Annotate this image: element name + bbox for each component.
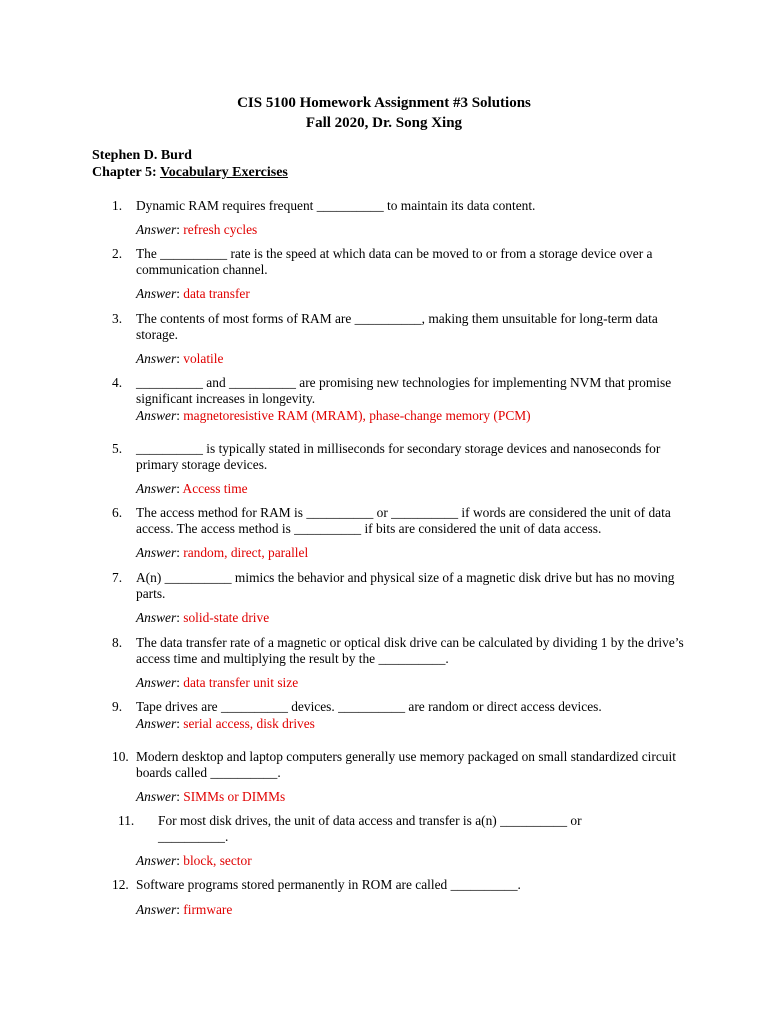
answer-value: volatile xyxy=(183,351,224,366)
answer-value: magnetoresistive RAM (MRAM), phase-change memory (PCM) xyxy=(183,408,531,423)
answer-line xyxy=(136,610,269,626)
question-text: A(n) __________ mimics the behavior and physical size of a magnetic disk drive but has no moving parts. xyxy=(136,570,675,602)
answer-value: firmware xyxy=(183,902,233,917)
chapter-heading xyxy=(92,165,288,181)
answer-line xyxy=(136,222,257,238)
answer-value: block, sector xyxy=(183,853,252,868)
answer-line xyxy=(136,853,252,869)
question-number: 2. xyxy=(112,246,123,261)
question-number: 8. xyxy=(112,635,123,650)
answer-line xyxy=(136,408,531,424)
answer-value: Access time xyxy=(182,481,248,496)
question-number: 3. xyxy=(112,311,123,326)
answer-sep: : xyxy=(176,789,184,804)
answer-value: data transfer unit size xyxy=(183,675,299,690)
question-text: __________ is typically stated in milliseconds for secondary storage devices and nanoseconds for primary storage devices. xyxy=(136,441,661,473)
question-text: Dynamic RAM requires frequent __________ to maintain its data content. xyxy=(136,198,536,213)
question-number: 9. xyxy=(112,699,123,714)
question-text: Software programs stored permanently in ROM are called __________. xyxy=(136,877,521,892)
answer-label: Answer xyxy=(136,481,177,496)
question-number: 5. xyxy=(112,441,123,456)
question-number: 7. xyxy=(112,570,123,585)
answer-sep: : xyxy=(176,853,184,868)
question-number: 11. xyxy=(118,813,135,828)
question-text: __________ and __________ are promising new technologies for implementing NVM that promise significant increases in longevity. xyxy=(136,375,672,407)
answer-line xyxy=(136,902,232,918)
answer-sep: : xyxy=(176,902,184,917)
answer-sep: : xyxy=(176,481,183,496)
answer-line xyxy=(136,351,223,367)
question-number: 1. xyxy=(112,198,123,213)
answer-sep: : xyxy=(176,675,184,690)
answer-label: Answer xyxy=(136,286,177,301)
answer-value: serial access, disk drives xyxy=(183,716,315,731)
author-name: Stephen D. Burd xyxy=(92,148,192,163)
answer-sep: : xyxy=(176,545,184,560)
answer-sep: : xyxy=(176,716,184,731)
answer-sep: : xyxy=(176,286,184,301)
answer-line xyxy=(136,716,315,732)
answer-line xyxy=(136,675,298,691)
question-number: 10. xyxy=(112,749,129,764)
answer-sep: : xyxy=(176,222,184,237)
question-text: For most disk drives, the unit of data access and transfer is a(n) __________ or __________. xyxy=(158,813,582,845)
answer-label: Answer xyxy=(136,545,177,560)
answer-sep: : xyxy=(176,351,184,366)
answer-label: Answer xyxy=(136,789,177,804)
answer-value: data transfer xyxy=(183,286,250,301)
chapter-title: Vocabulary Exercises xyxy=(159,165,288,180)
question-number: 6. xyxy=(112,505,123,520)
question-text: The data transfer rate of a magnetic or optical disk drive can be calculated by dividing 1 by the drive’s access time and multiplying the result by the __________. xyxy=(136,635,684,667)
question-number: 4. xyxy=(112,375,123,390)
answer-label: Answer xyxy=(136,610,177,625)
document-title: CIS 5100 Homework Assignment #3 Solutions xyxy=(237,95,531,111)
answer-value: refresh cycles xyxy=(183,222,258,237)
answer-label: Answer xyxy=(136,351,177,366)
question-text: The contents of most forms of RAM are __________, making them unsuitable for long-term data storage. xyxy=(136,311,658,343)
answer-label: Answer xyxy=(136,408,177,423)
document-subtitle: Fall 2020, Dr. Song Xing xyxy=(305,115,463,131)
answer-sep: : xyxy=(176,408,184,423)
answer-line xyxy=(136,789,285,805)
answer-value: SIMMs or DIMMs xyxy=(183,789,286,804)
answer-label: Answer xyxy=(136,716,177,731)
question-number: 12. xyxy=(112,877,129,892)
question-text: The access method for RAM is __________ or __________ if words are considered the unit of data access. The access method is __________ if bits are considered the unit of data access. xyxy=(136,505,671,537)
answer-label: Answer xyxy=(136,902,177,917)
answer-sep: : xyxy=(176,610,184,625)
answer-line xyxy=(136,481,248,497)
chapter-prefix: Chapter 5: xyxy=(92,165,160,180)
question-text: The __________ rate is the speed at which data can be moved to or from a storage device over a communication channel. xyxy=(136,246,653,278)
answer-line xyxy=(136,545,308,561)
answer-label: Answer xyxy=(136,222,177,237)
answer-line xyxy=(136,286,250,302)
answer-value: solid-state drive xyxy=(183,610,270,625)
answer-value: random, direct, parallel xyxy=(183,545,309,560)
question-text: Tape drives are __________ devices. __________ are random or direct access devices. xyxy=(136,699,602,714)
question-text: Modern desktop and laptop computers generally use memory packaged on small standardized circuit boards called __________. xyxy=(136,749,676,781)
answer-label: Answer xyxy=(136,853,177,868)
answer-label: Answer xyxy=(136,675,177,690)
